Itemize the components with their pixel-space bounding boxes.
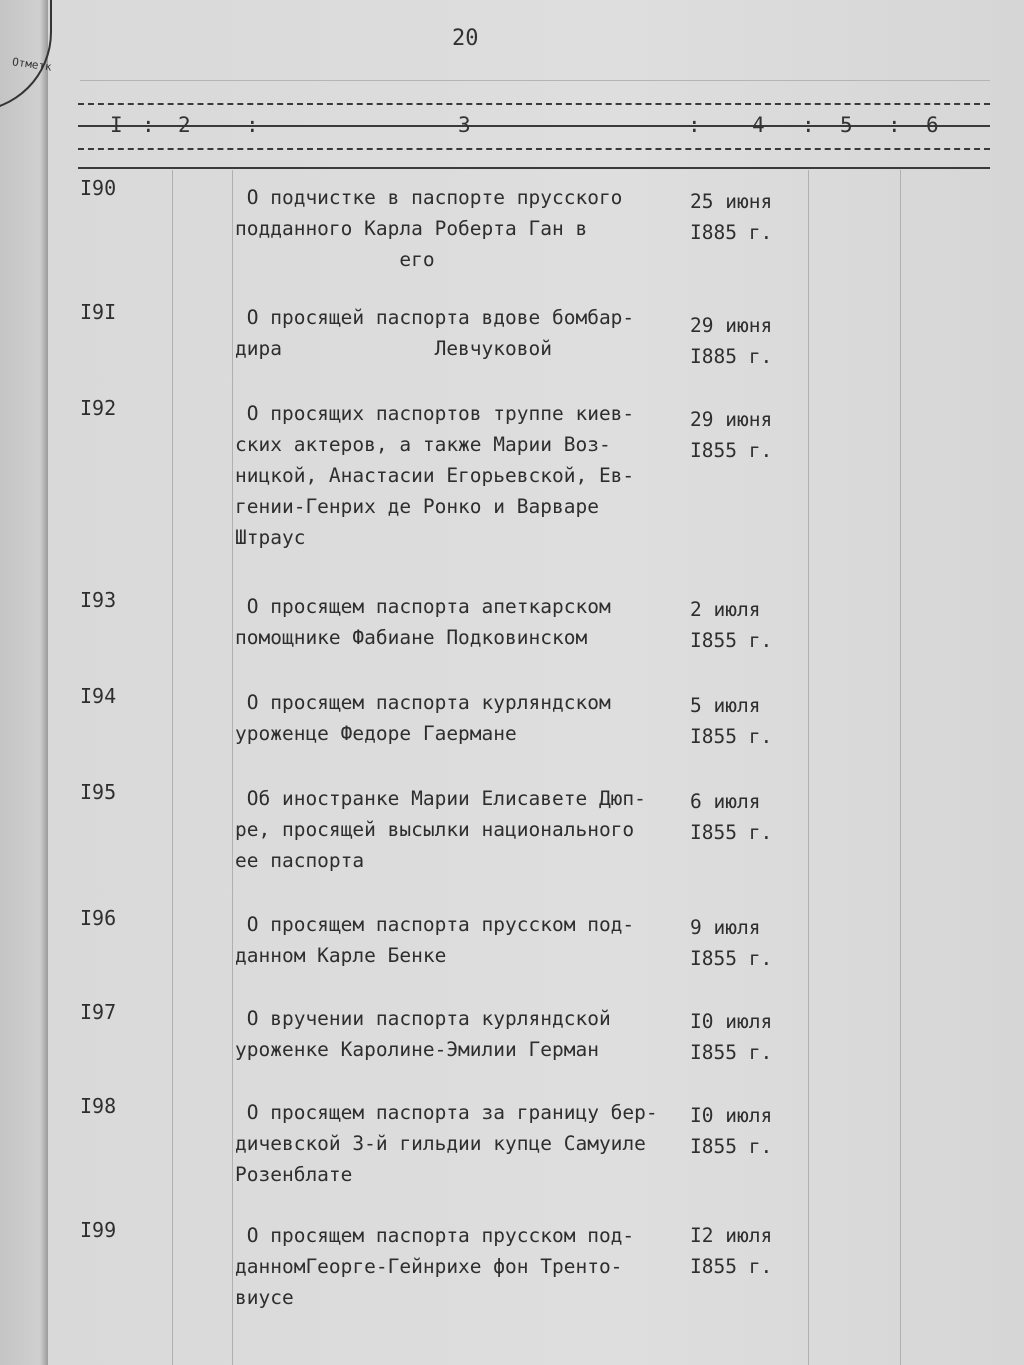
row-date: 5 июля I855 г. xyxy=(690,694,773,748)
row-date: 2 июля I855 г. xyxy=(690,598,773,652)
header-rule-third xyxy=(78,148,990,150)
header-rule-second xyxy=(78,125,990,127)
column-header-1: I xyxy=(110,113,123,137)
header-rule-top xyxy=(78,103,990,105)
bleed-through-header xyxy=(80,80,990,105)
row-number: I92 xyxy=(80,396,117,420)
row-description: О просящем паспорта прусском под- данном Карле Бенке xyxy=(235,913,635,967)
row-date: 29 июня I855 г. xyxy=(690,408,773,462)
column-separator: : xyxy=(688,113,701,137)
row-date: I0 июля I855 г. xyxy=(690,1010,773,1064)
column-header-3: 3 xyxy=(458,113,471,137)
row-description: О вручении паспорта курляндской уроженке Каролине-Эмилии Герман xyxy=(235,1007,611,1061)
row-description: О просящем паспорта прусском под- данномГеорге-Гейнрихе фон Тренто- виусе xyxy=(235,1224,635,1309)
row-description: Об иностранке Марии Елисавете Дюп- ре, просящей высылки национального ее паспорта xyxy=(235,787,646,872)
column-header-4: 4 xyxy=(752,113,765,137)
column-divider xyxy=(172,170,173,1365)
column-header-6: 6 xyxy=(926,113,939,137)
row-number: I95 xyxy=(80,780,117,804)
row-number: I93 xyxy=(80,588,117,612)
row-description: О просящей паспорта вдове бомбар- дира Левчуковой xyxy=(235,306,635,360)
row-date: I0 июля I855 г. xyxy=(690,1104,773,1158)
row-number: I96 xyxy=(80,906,117,930)
row-date: 9 июля I855 г. xyxy=(690,916,773,970)
column-separator: : xyxy=(802,113,815,137)
column-separator: : xyxy=(888,113,901,137)
stamp-arc xyxy=(0,0,52,112)
margin-label: Отметк xyxy=(11,55,53,74)
row-number: I94 xyxy=(80,684,117,708)
row-number: I99 xyxy=(80,1218,117,1242)
row-description: О просящем паспорта курляндском уроженце Федоре Гаермане xyxy=(235,691,611,745)
column-header-2: 2 xyxy=(178,113,191,137)
column-header-5: 5 xyxy=(840,113,853,137)
row-number: I98 xyxy=(80,1094,117,1118)
column-divider xyxy=(232,170,233,1365)
column-separator: : xyxy=(142,113,155,137)
page-number: 20 xyxy=(452,26,479,51)
row-description: О просящем паспорта за границу бер- дичевской 3-й гильдии купце Самуиле Розенблате xyxy=(235,1101,658,1186)
row-number: I9I xyxy=(80,300,117,324)
row-number: I97 xyxy=(80,1000,117,1024)
header-rule-bottom xyxy=(78,167,990,169)
row-date: 6 июля I855 г. xyxy=(690,790,773,844)
row-description: О просящих паспортов труппе киев- ских актеров, а также Марии Воз- ницкой, Анастасии Егорьевской, Ев- гении-Генрих де Ронко и Варваре Штраус xyxy=(235,402,635,549)
row-number: I90 xyxy=(80,176,117,200)
adjacent-page-edge xyxy=(0,0,53,1365)
row-description: О просящем паспорта апеткарском помощнике Фабиане Подковинском xyxy=(235,595,611,649)
column-divider xyxy=(808,170,809,1365)
row-date: 25 июня I885 г. xyxy=(690,190,773,244)
row-description: О подчистке в паспорте прусского подданного Карла Роберта Ган в его xyxy=(235,186,623,271)
row-date: 29 июня I885 г. xyxy=(690,314,773,368)
column-separator: : xyxy=(246,113,259,137)
column-divider xyxy=(900,170,901,1365)
row-date: I2 июля I855 г. xyxy=(690,1224,773,1278)
